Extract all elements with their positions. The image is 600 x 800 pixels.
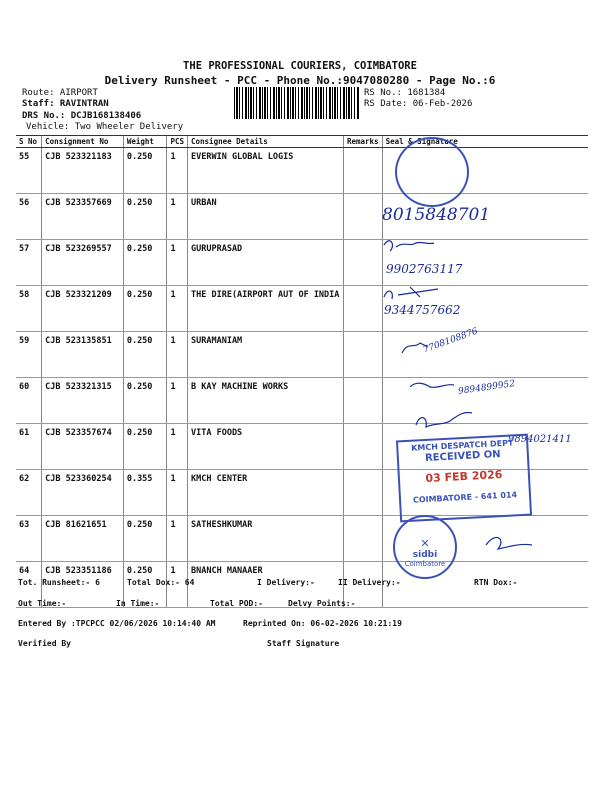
cell-sno: 59 <box>16 332 42 378</box>
staff-signature: Staff Signature <box>267 639 340 648</box>
reprinted-on: Reprinted On: 06-02-2026 10:21:19 <box>243 619 402 628</box>
cell-consignment: CJB 523321315 <box>42 378 124 424</box>
cell-pcs: 1 <box>167 424 188 470</box>
entered-by: Entered By :TPCPCC 02/06/2026 10:14:40 AM <box>18 619 216 628</box>
signature-64 <box>486 537 532 549</box>
cell-pcs: 1 <box>167 378 188 424</box>
cell-consignee: THE DIRE(AIRPORT AUT OF INDIA <box>188 286 344 332</box>
delvy-points: Delvy Points:- <box>288 599 356 608</box>
cell-remarks <box>343 516 382 562</box>
cell-remarks <box>343 332 382 378</box>
kmch-stamp-city: COIMBATORE - 641 014 <box>412 490 518 505</box>
cell-consignee: GURUPRASAD <box>188 240 344 286</box>
cell-sno: 61 <box>16 424 42 470</box>
vehicle-label: Vehicle: Two Wheeler Delivery <box>26 122 184 132</box>
total-pod: Total POD:- <box>210 599 263 608</box>
cell-weight: 0.250 <box>123 378 167 424</box>
cell-weight: 0.250 <box>123 194 167 240</box>
cell-remarks <box>343 424 382 470</box>
cell-weight: 0.250 <box>123 286 167 332</box>
cell-sno: 64 <box>16 562 42 608</box>
handwritten-phone-57: 9902763117 <box>386 262 463 276</box>
cell-consignment: CJB 523357674 <box>42 424 124 470</box>
cell-consignee: URBAN <box>188 194 344 240</box>
col-sno: S No <box>16 136 42 148</box>
cell-consignment: CJB 523321183 <box>42 148 124 194</box>
kmch-stamp-line1: KMCH DESPATCH DEPT <box>410 438 514 453</box>
kmch-despatch-stamp <box>396 434 532 523</box>
i-delivery: I Delivery:- <box>257 578 315 587</box>
cell-weight: 0.250 <box>123 332 167 378</box>
cell-pcs: 1 <box>167 470 188 516</box>
total-dox: Total Dox:- 64 <box>127 578 195 587</box>
drs-number: DRS No.: DCJB168138406 <box>22 111 142 121</box>
rs-number: RS No.: 1681384 <box>364 88 446 98</box>
cell-remarks <box>343 378 382 424</box>
cell-sno: 57 <box>16 240 42 286</box>
cell-weight: 0.250 <box>123 562 167 608</box>
cell-weight: 0.355 <box>123 470 167 516</box>
cell-pcs: 1 <box>167 194 188 240</box>
handwritten-phone-56: 8015848701 <box>382 205 491 225</box>
company-round-stamp <box>395 137 469 207</box>
cell-consignee: B KAY MACHINE WORKS <box>188 378 344 424</box>
sidbi-round-stamp <box>393 515 457 579</box>
route-label: Route: AIRPORT <box>22 88 98 98</box>
cell-remarks <box>343 470 382 516</box>
cell-consignment: CJB 523135851 <box>42 332 124 378</box>
cell-pcs: 1 <box>167 286 188 332</box>
col-consignee: Consignee Details <box>188 136 344 148</box>
runsheet-subtitle: Delivery Runsheet - PCC - Phone No.:9047080280 - Page No.:6 <box>104 74 496 87</box>
verified-by: Verified By <box>18 639 71 648</box>
tot-runsheet: Tot. Runsheet:- 6 <box>18 578 100 587</box>
out-time: Out Time:- <box>18 599 67 608</box>
cell-consignee: BNANCH MANAAER <box>188 562 344 608</box>
cell-pcs: 1 <box>167 562 188 608</box>
sidbi-stamp-name: sidbi <box>412 550 438 560</box>
ii-delivery: II Delivery:- <box>338 578 401 587</box>
cell-consignee: SATHESHKUMAR <box>188 516 344 562</box>
cell-sno: 63 <box>16 516 42 562</box>
cell-pcs: 1 <box>167 148 188 194</box>
signature-58 <box>384 287 438 299</box>
sidbi-icon: ✕ <box>420 537 430 550</box>
company-title: THE PROFESSIONAL COURIERS, COIMBATORE <box>183 60 417 72</box>
table-header-row <box>16 136 588 148</box>
col-consignment: Consignment No <box>42 136 124 148</box>
cell-sno: 56 <box>16 194 42 240</box>
cell-consignment: CJB 523357669 <box>42 194 124 240</box>
handwritten-phone-58: 9344757662 <box>384 303 461 317</box>
cell-sno: 55 <box>16 148 42 194</box>
col-weight: Weight <box>123 136 167 148</box>
kmch-stamp-date: 03 FEB 2026 <box>425 467 503 486</box>
cell-remarks <box>343 148 382 194</box>
cell-consignment: CJB 523360254 <box>42 470 124 516</box>
staff-label: Staff: RAVINTRAN <box>22 99 109 109</box>
handwritten-phone-60: 9894899952 <box>457 379 516 397</box>
cell-consignment: CJB 523351186 <box>42 562 124 608</box>
cell-pcs: 1 <box>167 332 188 378</box>
col-remarks: Remarks <box>343 136 382 148</box>
cell-consignment: CJB 523269557 <box>42 240 124 286</box>
rs-date: RS Date: 06-Feb-2026 <box>364 99 473 109</box>
barcode <box>234 87 360 119</box>
table-row <box>16 148 588 194</box>
kmch-stamp-line2: RECEIVED ON <box>424 449 501 465</box>
cell-sno: 58 <box>16 286 42 332</box>
in-time: In Time:- <box>116 599 160 608</box>
cell-weight: 0.250 <box>123 424 167 470</box>
cell-consignment: CJB 523321209 <box>42 286 124 332</box>
cell-sno: 62 <box>16 470 42 516</box>
col-pcs: PCS <box>167 136 188 148</box>
cell-sno: 60 <box>16 378 42 424</box>
handwritten-phone-59: 7708108876 <box>422 326 480 356</box>
cell-remarks <box>343 194 382 240</box>
cell-pcs: 1 <box>167 516 188 562</box>
rtn-dox: RTN Dox:- <box>474 578 518 587</box>
cell-consignee: VITA FOODS <box>188 424 344 470</box>
cell-pcs: 1 <box>167 240 188 286</box>
cell-remarks <box>343 286 382 332</box>
signature-60 <box>410 383 454 387</box>
sidbi-stamp-city: Coimbatore <box>404 560 446 568</box>
col-seal: Seal & Signature <box>382 136 588 148</box>
cell-weight: 0.250 <box>123 148 167 194</box>
cell-weight: 0.250 <box>123 240 167 286</box>
cell-remarks <box>343 240 382 286</box>
cell-consignment: CJB 81621651 <box>42 516 124 562</box>
handwritten-phone-62: 9894021411 <box>508 434 572 445</box>
signature-57 <box>384 241 434 251</box>
cell-consignee: SURAMANIAM <box>188 332 344 378</box>
cell-consignee: KMCH CENTER <box>188 470 344 516</box>
cell-consignee: EVERWIN GLOBAL LOGIS <box>188 148 344 194</box>
signature-59 <box>402 343 428 353</box>
signature-61 <box>416 412 472 427</box>
cell-weight: 0.250 <box>123 516 167 562</box>
